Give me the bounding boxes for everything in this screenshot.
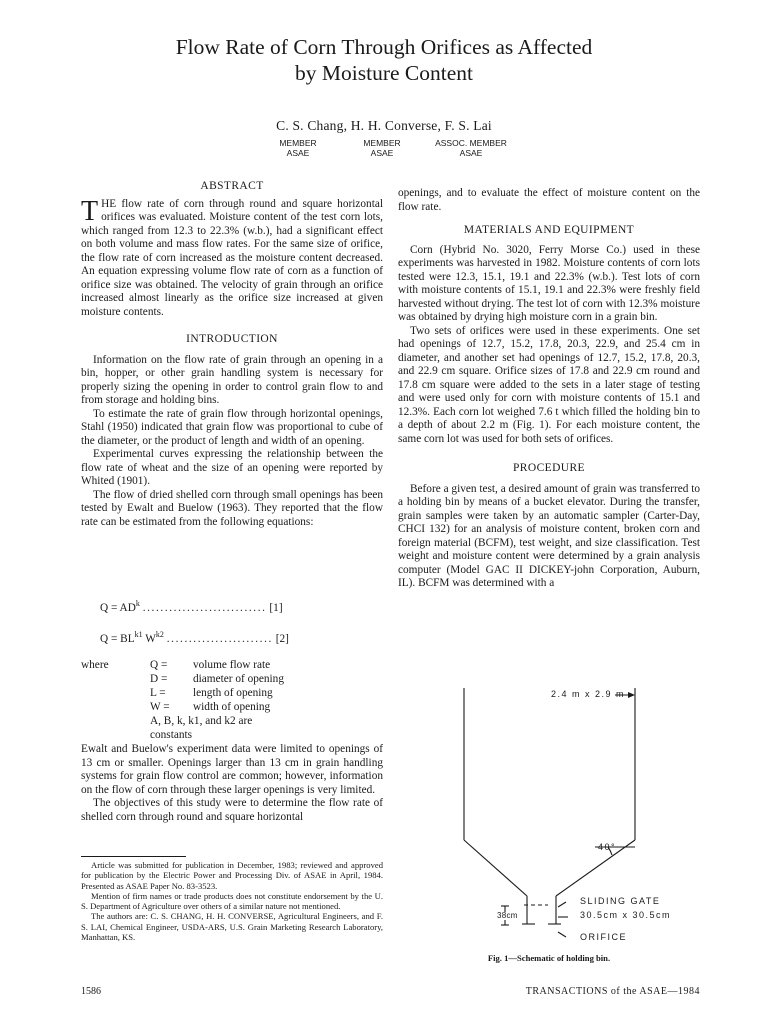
- equation-1-lhs: Q = AD: [100, 601, 136, 614]
- var-desc-w: width of opening: [193, 701, 271, 713]
- procedure-paragraph-1: Before a given test, a desired amount of grain was transferred to a holding bin by means of a bucket elevator. During the transfer, grain samples were taken by an automatic sampler (Carter-Day, CHCI 132) for an analysis of moisture content, broken corn and foreign material (BCFM), test weight, and size classification. Test weight and moisture content were determined by a grain analysis computer (Model GAC II DICKEY-john Corporation, Auburn, IL). BCFM was determined with a: [398, 482, 700, 589]
- affiliation-2: [352, 138, 412, 158]
- affiliation-2-line-2: ASAE: [370, 148, 394, 158]
- affiliation-1: [268, 138, 328, 158]
- abstract-text: [81, 195, 383, 320]
- footnotes: [81, 860, 383, 942]
- bin-dimension-label: 2.4 m x 2.9 m: [551, 689, 626, 699]
- intro-paragraph-1: Information on the flow rate of grain through an opening in a bin, hopper, or other grain handling system is necessary for properly sizing the opening in order to control grain flow to and from storage and holding bins.: [81, 353, 383, 406]
- gate-height-label: 38cm: [497, 911, 518, 920]
- page-number: 1586: [81, 986, 101, 997]
- affiliation-2-line-1: MEMBER: [363, 138, 401, 148]
- abstract-heading: ABSTRACT: [200, 180, 264, 192]
- var-sym-l: L =: [150, 687, 166, 699]
- right-column: [398, 187, 700, 591]
- var-desc-l: length of opening: [193, 687, 273, 699]
- equation-2-mid: W: [142, 632, 156, 645]
- hopper-left-slope: [464, 840, 527, 896]
- affiliation-3: [428, 138, 514, 158]
- var-desc-q: volume flow rate: [193, 659, 271, 671]
- footnote-rule: [81, 856, 186, 857]
- var-sym-w: W =: [150, 701, 170, 713]
- equation-1-exponent: k: [135, 599, 140, 608]
- footnote-1: Article was submitted for publication in December, 1983; reviewed and approved for publication by the Electric Power and Processing Div. of ASAE in April, 1984. Presented as ASAE Paper No. 83-3523.: [81, 860, 383, 891]
- left-column-top: [81, 180, 383, 529]
- left-column-bottom: [81, 743, 383, 824]
- affiliation-1-line-2: ASAE: [286, 148, 310, 158]
- hopper-right-slope: [556, 840, 635, 896]
- figure-1-caption: Fig. 1—Schematic of holding bin.: [487, 953, 611, 963]
- affiliation-1-line-1: MEMBER: [279, 138, 317, 148]
- affiliation-3-line-2: ASAE: [459, 148, 483, 158]
- abstract-body: HE flow rate of corn through round and square horizontal orifices was evaluated. Moisture content of the test corn lots, which ranged from 12.3 to 22.3% (w.b.), had a significant effect on both volume and mass flow rates. For the same size of orifice, the flow rate of corn increased as the moisture content decreased. An equation expressing volume flow rate of corn as a function of orifice size was obtained. The velocity of grain through an orifice increased almost linearly as the orifice size increased at given moisture contents.: [81, 197, 383, 318]
- intro-paragraph-5: Ewalt and Buelow's experiment data were limited to openings of 13 cm or smaller. Openings larger than 13 cm in grain handling systems for grain flow control are common; however, information on the flow of corn through these larger openings is very limited.: [81, 743, 383, 796]
- intro-paragraph-6-continued: openings, and to evaluate the effect of moisture content on the flow rate.: [398, 187, 700, 213]
- var-sym-q: Q =: [150, 659, 168, 671]
- gate-size-label: 30.5cm x 30.5cm: [580, 910, 672, 920]
- var-constants-2: constants: [150, 729, 193, 741]
- hopper-angle-label: 40°: [598, 842, 617, 852]
- orifice-label: ORIFICE: [580, 932, 628, 942]
- equation-2: [100, 628, 289, 646]
- footnote-3: The authors are: C. S. CHANG, H. H. CONVERSE, Agricultural Engineers, and F. S. LAI, Chemical Engineer, USDA-ARS, U.S. Grain Marketing Research Laboratory, Manhattan, KS.: [81, 911, 383, 943]
- materials-heading: MATERIALS AND EQUIPMENT: [463, 224, 635, 236]
- introduction-heading: INTRODUCTION: [186, 333, 278, 345]
- affiliation-3-line-1: ASSOC. MEMBER: [435, 138, 507, 148]
- var-desc-d: diameter of opening: [193, 673, 284, 685]
- orifice-leader-line: [558, 932, 566, 937]
- materials-paragraph-1: Corn (Hybrid No. 3020, Ferry Morse Co.) used in these experiments was harvested in 1982. Moisture contents of corn lots tested were 12.3, 15.1, 19.1 and 22.3% (w.b.). Test lots of corn with moisture contents of 15.1, 19.1 and 22.3% were freshly field harvested without drying. The test lot of corn with 12.3% moisture was obtained by drying high moisture corn in a grain bin.: [398, 243, 700, 323]
- intro-paragraph-4: The flow of dried shelled corn through small openings has been tested by Ewalt and Buelow (1963). They reported that the flow rate can be estimated from the following equations:: [81, 488, 383, 528]
- paper-title-line-2: by Moisture Content: [295, 61, 473, 85]
- materials-paragraph-2: Two sets of orifices were used in these experiments. One set had openings of 12.7, 15.2, 17.8, 20.3, 22.9, and 25.4 cm in diameter, and another set had openings of 12.7, 15.2, 17.8, 20.3, and 22.9 cm square. Orifice sizes of 17.8 and 22.9 cm round and 17.8 cm square were added to the sets in a later stage of testing and were used only for corn with moisture contents of 15.1 and 12.3%. Each corn lot weighed 7.6 t which filled the holding bin to a depth of about 2.2 m (Fig. 1). For each moisture content, the same corn lot was used for both sets of orifices.: [398, 324, 700, 445]
- equation-2-leader: ........................: [166, 632, 273, 645]
- procedure-heading: PROCEDURE: [513, 462, 585, 474]
- intro-paragraph-3: Experimental curves expressing the relationship between the flow rate of wheat and the size of an opening were reported by Whited (1901).: [81, 448, 383, 487]
- intro-paragraph-6: The objectives of this study were to determine the flow rate of shelled corn through round and square horizontal: [81, 797, 383, 823]
- var-constants-1: A, B, k, k1, and k2 are: [150, 715, 253, 727]
- equation-1: [100, 597, 283, 615]
- equation-1-number: [1]: [269, 601, 283, 614]
- equation-2-exponent-2: k2: [155, 630, 164, 639]
- equation-1-leader: ............................: [142, 601, 267, 614]
- equation-2-exponent-1: k1: [134, 630, 143, 639]
- paper-title-line-1: Flow Rate of Corn Through Orifices as Affected: [175, 35, 593, 59]
- author-list: C. S. Chang, H. H. Converse, F. S. Lai: [276, 118, 492, 133]
- var-sym-d: D =: [150, 673, 168, 685]
- footnote-2: Mention of firm names or trade products does not constitute endorsement by the U. S. Department of Agriculture over others of a similar nature not mentioned.: [81, 890, 383, 912]
- running-footer: TRANSACTIONS of the ASAE—1984: [525, 986, 700, 997]
- equation-2-number: [2]: [275, 632, 289, 645]
- intro-paragraph-2: To estimate the rate of grain flow through horizontal openings, Stahl (1950) indicated that grain flow was proportional to cube of the diameter, or the product of length and width of an opening.: [81, 407, 383, 447]
- dimension-arrowhead: [628, 692, 635, 698]
- sliding-gate-label: SLIDING GATE: [580, 896, 661, 906]
- abstract-dropcap: T: [81, 195, 99, 227]
- where-label: where: [81, 659, 109, 671]
- gate-leader-line: [558, 902, 566, 907]
- equation-2-lhs: Q = BL: [100, 632, 135, 645]
